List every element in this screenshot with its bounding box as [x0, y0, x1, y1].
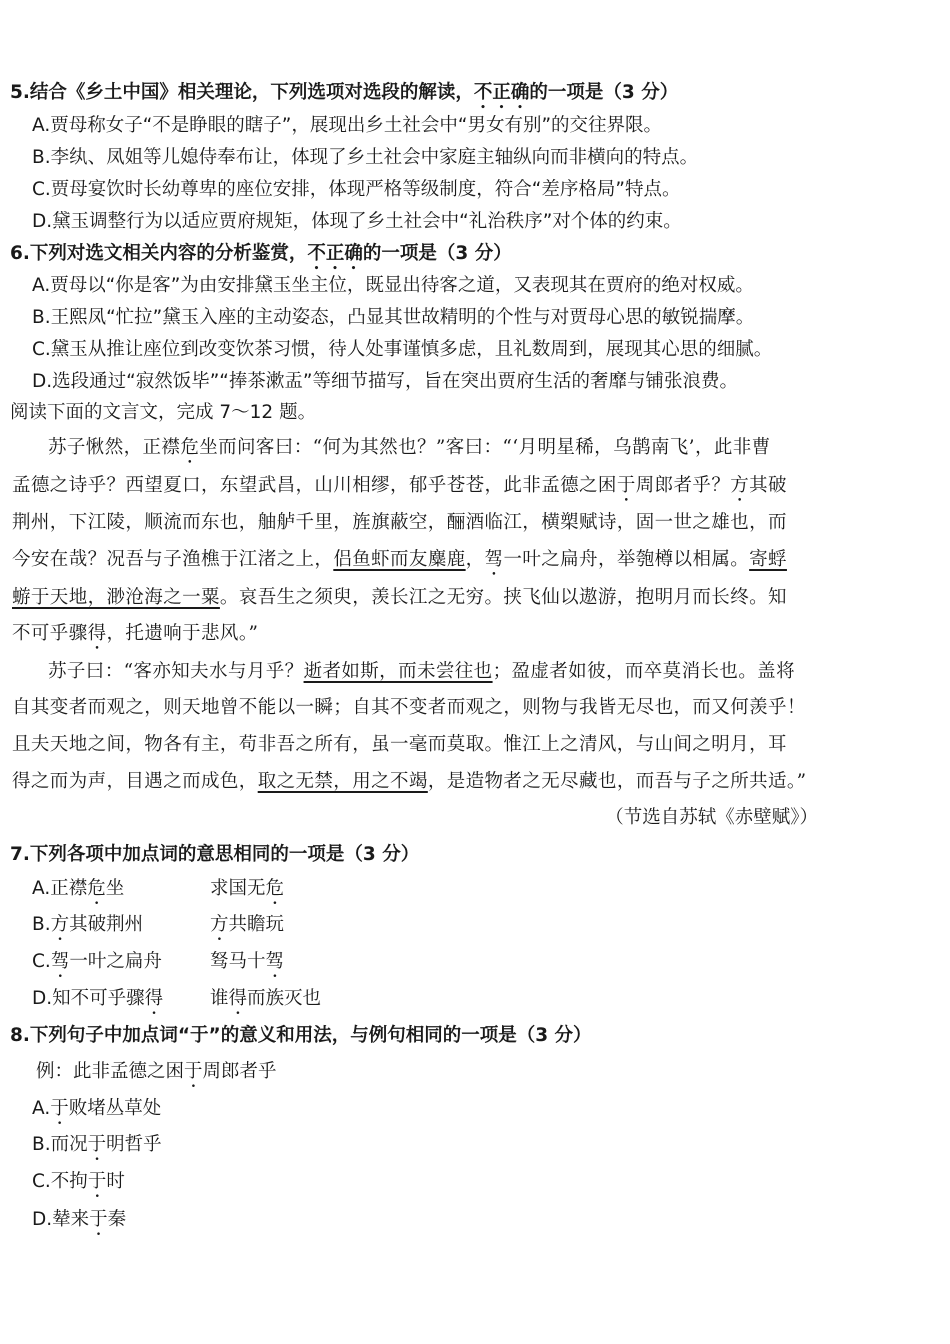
passage-p2-line3: 且夫天地之间，物各有主，苟非吾之所有，虽一毫而莫取。惟江上之清风，与山间之明月，耳	[12, 734, 787, 755]
q7-option-b-left	[32, 913, 143, 945]
passage-p1-line6	[12, 622, 258, 654]
passage-p1-line3: 荆州，下江陵，顺流而东也，舳舻千里，旌旗蔽空，酾酒临江，横槊赋诗，固一世之雄也，而	[12, 512, 787, 533]
passage-p1-line2	[12, 474, 787, 506]
q5-option-d: D.黛玉调整行为以适应贾府规矩，体现了乡土社会中“礼治秩序”对个体的约束。	[32, 211, 682, 232]
passage-p2-line4	[12, 770, 806, 794]
passage-p1-line1	[48, 436, 771, 468]
dotted-word: 于	[87, 1171, 107, 1192]
dotted-word: 于	[616, 475, 636, 496]
text-span: 。哀吾生之须臾，羡长江之无穷。挟飞仙以遨游，抱明月而长终。知	[219, 587, 787, 608]
q8-example	[36, 1060, 277, 1092]
q5-stem-text: 5.结合《乡土中国》相关理论，下列选项对选段的解读，	[10, 82, 474, 103]
q7-option-a-left	[32, 877, 124, 909]
text-span: 坐	[105, 878, 125, 899]
passage-source: （节选自苏轼《赤壁赋》）	[605, 807, 818, 828]
dotted-word: 方	[50, 914, 70, 935]
dotted-word: 于	[184, 1061, 203, 1082]
text-span: 谁	[210, 988, 229, 1009]
text-span: 孟德之诗乎？西望夏口，东望武昌，山川相缪，郁乎苍苍，此非孟德之困	[12, 475, 617, 496]
text-span: 时	[106, 1171, 125, 1192]
dotted-word: 方	[730, 475, 750, 496]
text-span: 例：此非孟德之困	[36, 1061, 185, 1082]
text-span: C.	[32, 951, 51, 972]
text-span: 周郎者乎	[202, 1061, 277, 1082]
q5-option-c: C.贾母宴饮时长幼尊卑的座位安排，体现严格等级制度，符合“差序格局”特点。	[32, 179, 681, 200]
q7-option-c-left	[32, 950, 162, 982]
q8-option-d	[32, 1208, 126, 1240]
q5-option-a: A.贾母称女子“不是睁眼的瞎子”，展现出乡土社会中“男女有别”的交往界限。	[32, 115, 663, 136]
text-span: A.	[32, 1098, 51, 1119]
text-span: D.辇来	[32, 1209, 90, 1230]
text-span: 其破荆州	[69, 914, 144, 935]
q5-stem	[10, 81, 678, 113]
underlined-phrase: 蝣于天地，渺沧海之一粟	[12, 587, 220, 608]
q8-option-c	[32, 1170, 125, 1202]
text-span: 一叶之扁舟，举匏樽以相属。	[503, 549, 750, 570]
text-span: ，	[465, 549, 485, 570]
dotted-word: 危	[265, 878, 285, 899]
text-span: 苏子曰：“客亦知夫水与月乎？	[48, 661, 304, 682]
underlined-phrase: 取之无禁，用之不竭	[257, 771, 428, 792]
q5-stem-emphasis: 不正确	[473, 82, 530, 103]
text-span: 坐而问客曰：“何为其然也？”客曰：“‘月明星稀，乌鹊南飞’，此非曹	[199, 437, 771, 458]
text-span: 明哲乎	[106, 1134, 162, 1155]
q6-option-d: D.选段通过“寂然饭毕”“捧茶漱盂”等细节描写，旨在突出贾府生活的奢靡与铺张浪费。	[32, 371, 738, 392]
passage-p1-line4	[12, 548, 787, 580]
text-span: 苏子愀然，正襟	[48, 437, 181, 458]
q6-stem-score: 的一项是（3 分）	[362, 243, 512, 264]
text-span: D.知不可乎骤	[32, 988, 145, 1009]
underlined-phrase: 侣鱼虾而友麋鹿	[333, 549, 466, 570]
q7-option-d-left	[32, 987, 163, 1019]
text-span: B.	[32, 914, 51, 935]
dotted-word: 得	[144, 988, 164, 1009]
text-span: 其破	[749, 475, 787, 496]
passage-p2-line2: 自其变者而观之，则天地曾不能以一瞬；自其不变者而观之，则物与我皆无尽也，而又何羡乎！	[12, 697, 806, 718]
text-span: 周郎者乎？	[635, 475, 731, 496]
q5-option-b: B.李纨、凤姐等儿媳侍奉布让，体现了乡土社会中家庭主轴纵向而非横向的特点。	[32, 147, 699, 168]
q5-stem-score: 的一项是（3 分）	[529, 82, 679, 103]
dotted-word: 驾	[484, 549, 504, 570]
q7-option-d-right	[210, 987, 321, 1019]
text-span: 而族灭也	[247, 988, 322, 1009]
text-span: A.正襟	[32, 878, 88, 899]
q6-option-a: A.贾母以“你是客”为由安排黛玉坐主位，既显出待客之道，又表现其在贾府的绝对权威。	[32, 275, 754, 296]
dotted-word: 于	[87, 1134, 107, 1155]
q6-option-c: C.黛玉从推让座位到改变饮茶习惯，待人处事谨慎多虑，且礼数周到，展现其心思的细腻。	[32, 339, 773, 360]
q7-stem: 7.下列各项中加点词的意思相同的一项是（3 分）	[10, 844, 420, 865]
dotted-word: 于	[89, 1209, 108, 1230]
dotted-word: 于	[50, 1098, 69, 1119]
q8-option-a	[32, 1097, 161, 1129]
text-span: 共瞻玩	[228, 914, 285, 935]
text-span: 今安在哉？况吾与子渔樵于江渚之上，	[12, 549, 334, 570]
dotted-word: 危	[180, 437, 200, 458]
text-span: 一叶之扁舟	[69, 951, 162, 972]
q7-option-a-right	[210, 877, 284, 909]
text-span: B.而况	[32, 1134, 88, 1155]
q6-stem-emphasis: 不正确	[307, 243, 363, 264]
q8-stem: 8.下列句子中加点词“于”的意义和用法，与例句相同的一项是（3 分）	[10, 1025, 592, 1046]
text-span: 得之而为声，目遇之而成色，	[12, 771, 258, 792]
q6-stem	[10, 242, 512, 274]
underlined-phrase: 逝者如斯，而未尝往也	[303, 661, 493, 682]
text-span: 求国无	[210, 878, 266, 899]
text-span: C.不拘	[32, 1171, 88, 1192]
dotted-word: 方	[210, 914, 229, 935]
text-span: ；盈虚者如彼，而卒莫消长也。盖将	[492, 661, 795, 682]
q8-option-b	[32, 1133, 162, 1165]
reading-intro: 阅读下面的文言文，完成 7～12 题。	[10, 402, 317, 423]
text-span: 秦	[107, 1209, 127, 1230]
q7-option-b-right	[210, 913, 284, 945]
dotted-word: 驾	[265, 951, 285, 972]
text-span: 驽马十	[210, 951, 266, 972]
q6-stem-text: 6.下列对选文相关内容的分析鉴赏，	[10, 243, 308, 264]
underlined-phrase: 寄蜉	[749, 549, 787, 570]
dotted-word: 得	[87, 623, 107, 644]
dotted-word: 驾	[50, 951, 70, 972]
dotted-word: 危	[87, 878, 106, 899]
passage-p1-line5	[12, 586, 787, 610]
text-span: 败堵丛草处	[68, 1098, 162, 1119]
text-span: 不可乎骤	[12, 623, 88, 644]
text-span: ，托遗响于悲风。”	[106, 623, 259, 644]
q7-option-c-right	[210, 950, 284, 982]
text-span: ，是造物者之无尽藏也，而吾与子之所共适。”	[427, 771, 807, 792]
passage-p2-line1	[48, 660, 795, 684]
q6-option-b: B.王熙凤“忙拉”黛玉入座的主动姿态，凸显其世故精明的个性与对贾母心思的敏锐揣摩。	[32, 307, 755, 328]
dotted-word: 得	[228, 988, 248, 1009]
